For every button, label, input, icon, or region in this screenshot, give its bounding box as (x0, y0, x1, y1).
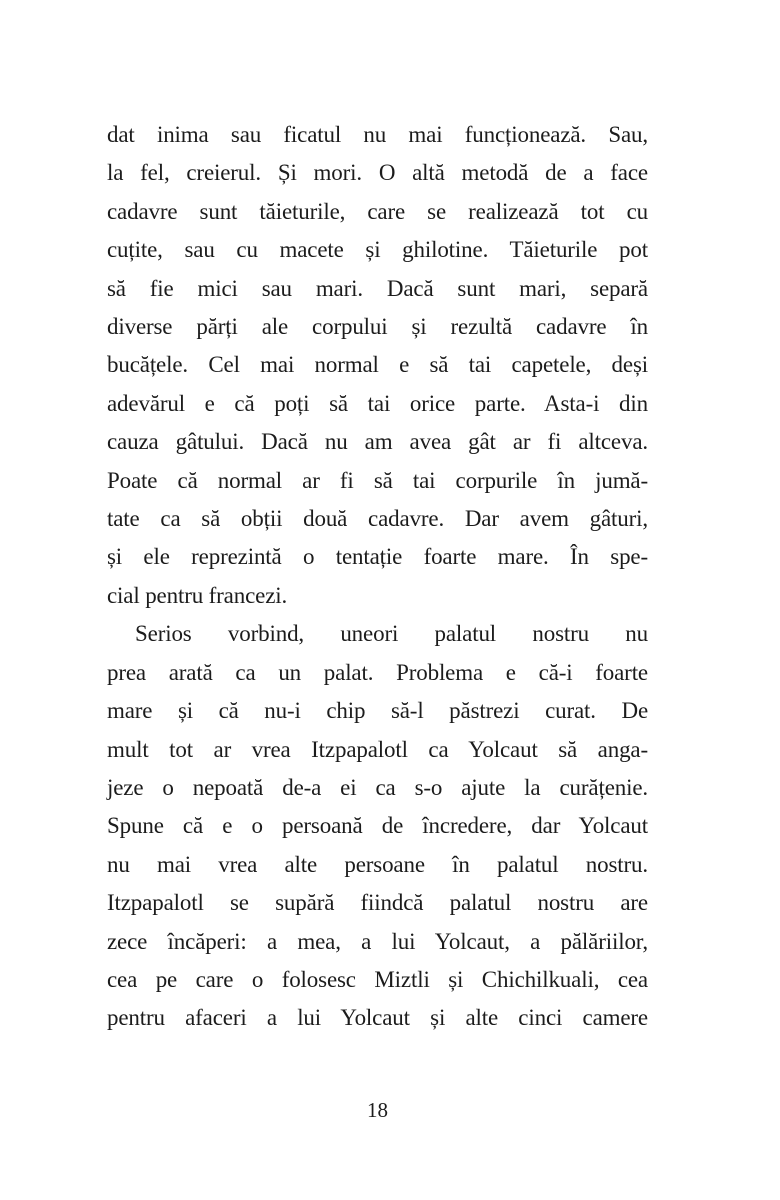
text-line: pentru afaceri a lui Yolcaut și alte cinci camere (107, 1005, 648, 1031)
text-line: Poate că normal ar fi să tai corpurile în jumă- (107, 467, 648, 493)
text-line: Serios vorbind, uneori palatul nostru nu (135, 621, 648, 647)
text-line: mare și că nu-i chip să-l păstrezi curat. De (107, 698, 648, 724)
text-line: Itzpapalotl se supără fiindcă palatul nostru are (107, 890, 648, 916)
text-line: tate ca să obții două cadavre. Dar avem gâturi, (107, 506, 648, 532)
text-line: Spune că e o persoană de încredere, dar Yolcaut (107, 813, 648, 839)
text-line: cauza gâtului. Dacă nu am avea gât ar fi altceva. (107, 429, 648, 455)
text-line: și ele reprezintă o tentație foarte mare. În spe- (107, 544, 648, 570)
text-line: dat inima sau ficatul nu mai funcționează. Sau, (107, 122, 648, 147)
text-line: prea arată ca un palat. Problema e că-i foarte (107, 659, 648, 685)
text-line: cea pe care o folosesc Miztli și Chichilkuali, cea (107, 966, 648, 992)
text-line: zece încăperi: a mea, a lui Yolcaut, a pălăriilor, (107, 928, 648, 954)
page-number: 18 (367, 1098, 388, 1122)
text-line: mult tot ar vrea Itzpapalotl ca Yolcaut să anga- (107, 736, 648, 762)
text-line: nu mai vrea alte persoane în palatul nostru. (107, 851, 648, 877)
text-line: bucățele. Cel mai normal e să tai capetele, deși (107, 352, 648, 378)
text-line: să fie mici sau mari. Dacă sunt mari, separă (107, 275, 648, 301)
text-line: cial pentru francezi. (107, 582, 288, 608)
text-line: cadavre sunt tăieturile, care se realizează tot cu (107, 198, 648, 224)
text-line: adevărul e că poți să tai orice parte. Asta-i din (107, 390, 648, 416)
text-line: la fel, creierul. Și mori. O altă metodă de a face (107, 160, 648, 186)
body-text (107, 116, 648, 1038)
text-line: jeze o nepoată de-a ei ca s-o ajute la curățenie. (107, 774, 648, 800)
paragraph (107, 615, 648, 1037)
text-line: diverse părți ale corpului și rezultă cadavre în (107, 314, 648, 340)
text-line: cuțite, sau cu macete și ghilotine. Tăieturile pot (107, 237, 648, 263)
paragraph (107, 116, 648, 615)
